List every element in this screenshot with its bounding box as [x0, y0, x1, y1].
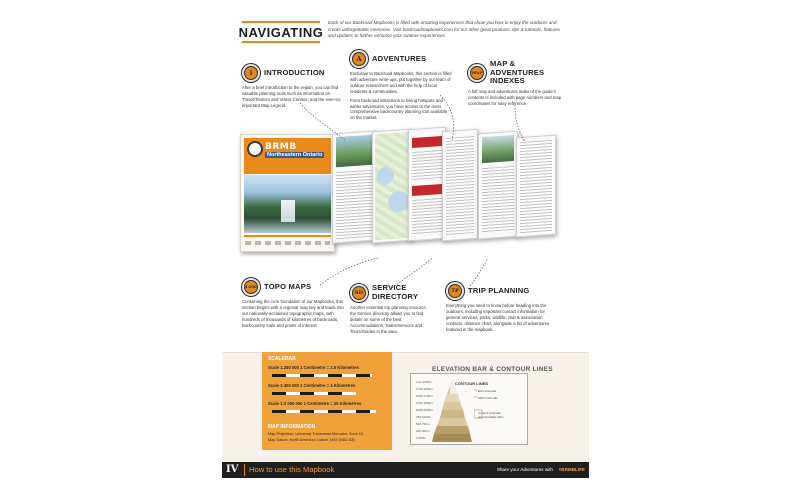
section-introduction — [242, 64, 342, 109]
section-body: Containing the core foundation of our Mapbooks, this section begins with a regional map key and leads into our nationally-acclaimed topographic maps, with hundreds of thousands of kilometres of backroads, backcountry trails and points of interest. — [242, 299, 344, 328]
section-title: MAP & ADVENTURES INDEXES — [490, 59, 545, 86]
contour-row: 20m Intervals — [478, 389, 497, 393]
section-service-directory — [350, 284, 433, 335]
page-trip-planning — [478, 131, 518, 240]
section-title: INTRODUCTION — [264, 67, 325, 77]
page-title — [238, 21, 324, 43]
footer-section-name: How to use this Mapbook — [249, 465, 335, 474]
elevation-label: over 2000m — [416, 380, 432, 384]
elevation-label: 1250-1500m — [416, 401, 433, 405]
page-footer — [222, 462, 589, 478]
page-title-text: NAVIGATING — [238, 24, 324, 40]
section-title: TOPO MAPS — [264, 281, 312, 291]
section-body: Exclusive to Backroad Mapbooks, this section is filled with adventure write-ups, put together by our team of outdoor researchers and with the help of local residents & communities. — [350, 71, 452, 94]
elevation-label: 0-250m — [416, 436, 427, 440]
scale-bar-2 — [272, 392, 356, 395]
scale-line-1: Scale 1:250 000 1 Centimetre = 2.5 Kilometres — [268, 365, 359, 370]
section-title: SERVICE DIRECTORY — [372, 283, 419, 301]
brmb-logo-icon — [247, 141, 263, 157]
page-adventures — [408, 127, 446, 242]
contour-lines-graphic — [474, 388, 524, 428]
map-datum: Map Datum: North American Datum 1983 (NAD 83) — [268, 438, 355, 442]
trip-planning-icon: TP — [446, 282, 464, 300]
footer-divider — [244, 464, 245, 476]
page-introduction — [332, 130, 376, 243]
topo-scale-icon: 1:250 — [242, 278, 260, 296]
map-info-label: MAP INFORMATION — [268, 424, 316, 430]
contour-row: 100m Intervals — [478, 396, 498, 400]
elevation-label: 250-500m — [416, 429, 430, 433]
section-body: Another essential trip planning resource, the Service directory allows you to find details on some of the best Accommodations, Sales/Services and Tours/Guides in the area. — [350, 305, 427, 334]
adventure-icon: A — [350, 50, 368, 68]
scalebar-panel — [262, 352, 392, 450]
map-projection: Map Projection: Universal Transverse Mercator, Zone 16 — [268, 432, 363, 436]
section-adventures — [350, 50, 453, 121]
section-body: From backroad attractions to hiking hotspots and winter adventures, you have access to the most comprehensive backcountry planning tool available on the market. — [350, 97, 448, 121]
footer-share-text: Share your Adventures with — [496, 467, 553, 472]
section-body: After a brief introduction to the region, you can find valuable planning tools such as information on Travel/Tourism and Visitor Centres, and the ever-so-important Map Legend. — [242, 85, 342, 108]
info-icon: i — [242, 64, 260, 82]
section-indexes — [468, 60, 564, 107]
scale-bar-1 — [272, 374, 372, 377]
section-body: Everything you need to know before heading into the outdoors, including important contact information for general services, parks, wildlife, club & association contacts, distance chart, alongside a list of adventures featured in the mapbook. — [446, 303, 550, 332]
elevation-label: 1500-1750m — [416, 394, 433, 398]
scale-line-2: Scale 1:400 000 1 Centimetre = 4 Kilometres — [268, 383, 356, 388]
page-index — [516, 135, 556, 238]
elevation-mountain-graphic — [432, 380, 472, 442]
section-topo-maps — [242, 278, 345, 329]
map-index-icon: MAP — [468, 64, 486, 82]
scalebar-label: SCALEBAR — [268, 356, 296, 362]
section-title: TRIP PLANNING — [468, 285, 530, 295]
mapbook-spread-image — [240, 128, 580, 258]
service-directory-icon: SD — [350, 284, 368, 302]
elevation-label: 1000-1250m — [416, 408, 433, 412]
elevation-title: ELEVATION BAR & CONTOUR LINES — [432, 366, 553, 373]
section-title: ADVENTURES — [372, 53, 427, 63]
scale-line-3: Scale 1:2 000 000 1 Centimetre = 20 Kilometres — [268, 401, 362, 406]
page-topo-map — [372, 129, 412, 244]
section-body: A full map and adventures index of the guide's contents is included with page numbers and map coordinates for easy reference. — [468, 88, 562, 106]
contour-row: Contour Intervals approximately 20m — [478, 411, 504, 419]
scale-bar-3 — [272, 410, 376, 413]
page-directory — [442, 129, 478, 242]
elevation-label: 500-750m — [416, 422, 430, 426]
page-number: IV — [226, 464, 239, 475]
elevation-label: 1750-2000m — [416, 387, 433, 391]
section-trip-planning — [446, 282, 558, 333]
intro-paragraph: Each of our Backroad Mapbooks is filled with amazing experiences that show you how to enjoy the outdoors and create unforgettable memories. Visit backroadmapbooks.com for our other great products, tips & tutorials, features and updates to further enhance your outdoor experiences. — [328, 20, 561, 39]
contour-title: CONTOUR LINES — [455, 381, 489, 386]
mapbook-cover: BRMB Northeastern Ontario — [240, 134, 335, 252]
footer-hashtag: #BRMBLIFE — [558, 467, 585, 472]
elevation-label: 750-1000m — [416, 415, 432, 419]
